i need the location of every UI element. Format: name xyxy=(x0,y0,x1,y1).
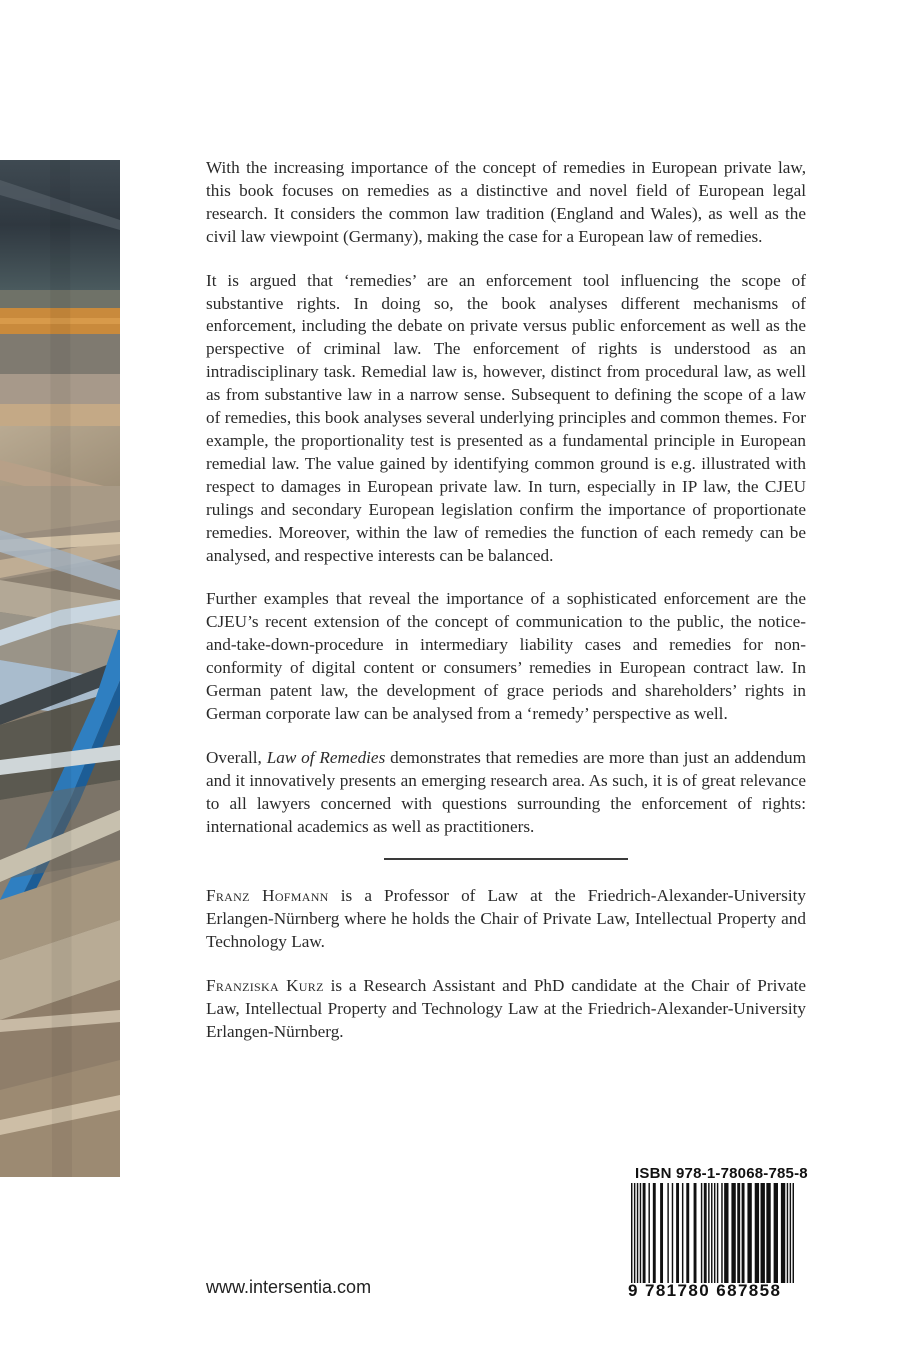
barcode-bar xyxy=(676,1183,679,1283)
author-bio-text-1: is a Professor of Law at the Friedrich-Alexander-University Erlangen-Nürnberg where he holds the Chair of Private Law, Intellectual Property and Technology Law. xyxy=(206,886,806,952)
barcode-bar xyxy=(774,1183,778,1283)
barcode-bar xyxy=(742,1183,745,1283)
cover-painting-strip xyxy=(0,160,120,1177)
barcode-bar xyxy=(694,1183,697,1283)
barcode-bar xyxy=(790,1183,791,1283)
description-paragraph-3: Further examples that reveal the importance of a sophisticated enforcement are the CJEU’s recent extension of the concept of communication to the public, the notice-and-take-down-procedure in intermediary liability cases and remedies for non-conformity of digital content or consumers’ remedies in European contract law. In German patent law, the development of grace periods and shareholders’ rights in German corporate law can be analysed from a ‘remedy’ perspective as well. xyxy=(206,589,806,723)
barcode-bar xyxy=(747,1183,751,1283)
barcode-bar xyxy=(701,1183,702,1283)
author-bio-1 xyxy=(206,885,806,954)
ean-13-barcode xyxy=(630,1183,795,1283)
section-divider xyxy=(384,858,628,860)
barcode-bar xyxy=(721,1183,722,1283)
isbn-label: ISBN 978-1-78068-785-8 xyxy=(635,1165,808,1182)
barcode-bar xyxy=(737,1183,740,1283)
barcode-bar xyxy=(653,1183,656,1283)
description-paragraph-2: It is argued that ‘remedies’ are an enforcement tool influencing the scope of substantive rights. In doing so, the book analyses different mechanisms of enforcement, including the debate on private versus public enforcement as well as the perspective of criminal law. The enforcement of rights is understood as an intradisciplinary task. Remedial law is, however, distinct from procedural law, as well as from substantive law in a narrow sense. Subsequent to defining the scope of a law of remedies, this book analyses several underlying principles and common themes. For example, the proportionality test is presented as a fundamental principle in European remedial law. The value gained by identifying common ground is e.g. illustrated with respect to damages in European private law. In turn, especially in IP law, the CJEU rulings and secondary European legislation confirm the importance of proportionate remedies. Moreover, within the law of remedies the function of each remedy can be analysed, and respective interests can be balanced. xyxy=(206,270,806,565)
barcode-bar xyxy=(634,1183,635,1283)
barcode-bar xyxy=(755,1183,759,1283)
barcode-bar xyxy=(631,1183,632,1283)
barcode-bar xyxy=(766,1183,770,1283)
barcode-bar xyxy=(660,1183,663,1283)
barcode-bar xyxy=(640,1183,641,1283)
barcode-bar xyxy=(643,1183,646,1283)
barcode-bar xyxy=(704,1183,707,1283)
book-title-italic: Law of Remedies xyxy=(266,747,386,767)
barcode-bar xyxy=(682,1183,683,1283)
barcode-bar xyxy=(686,1183,689,1283)
barcode-bar xyxy=(672,1183,673,1283)
barcode-bar xyxy=(731,1183,735,1283)
barcode-bar xyxy=(717,1183,718,1283)
barcode-bar xyxy=(761,1183,765,1283)
paragraph-4-rest: demonstrates that remedies are more than just an addendum and it innovatively presents an emerging research area. As such, it is of great relevance to all lawyers concerned with questions surrounding the enforcement of rights: international academics as well as practitioners. xyxy=(206,747,806,836)
barcode-bar xyxy=(724,1183,728,1283)
barcode-icon xyxy=(630,1183,795,1283)
barcode-bar xyxy=(708,1183,709,1283)
barcode-bar xyxy=(637,1183,638,1283)
barcode-bar xyxy=(648,1183,649,1283)
publisher-website: www.intersentia.com xyxy=(206,1277,372,1297)
author-name-1: Franz Hofmann xyxy=(206,886,329,906)
barcode-bar xyxy=(781,1183,785,1283)
barcode-digits: 9 781780 687858 xyxy=(628,1281,782,1300)
abstract-painting-image xyxy=(0,160,120,1177)
barcode-bar xyxy=(787,1183,788,1283)
author-bio-2 xyxy=(206,975,806,1044)
barcode-bar xyxy=(793,1183,794,1283)
barcode-bar xyxy=(714,1183,715,1283)
description-paragraph-4 xyxy=(206,747,806,839)
barcode-bar xyxy=(667,1183,668,1283)
paragraph-4-start: Overall, xyxy=(206,747,267,767)
author-name-2: Franziska Kurz xyxy=(206,976,324,996)
author-bio-text-2: is a Research Assistant and PhD candidate at the Chair of Private Law, Intellectual Property and Technology Law at the Friedrich-Alexander-University Erlangen-Nürnberg. xyxy=(206,976,806,1041)
description-paragraph-1: With the increasing importance of the concept of remedies in European private law, this book focuses on remedies as a distinctive and novel field of European legal research. It considers the common law tradition (England and Wales), as well as the civil law viewpoint (Germany), making the case for a European law of remedies. xyxy=(206,158,806,246)
back-cover-text xyxy=(206,157,806,1065)
barcode-bar xyxy=(711,1183,712,1283)
